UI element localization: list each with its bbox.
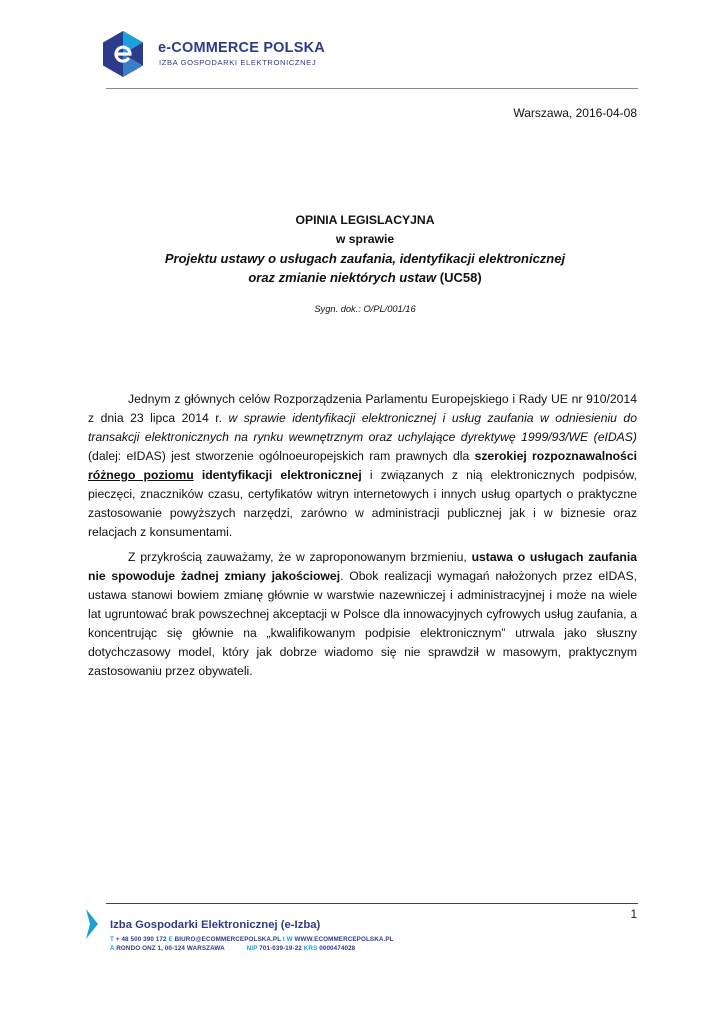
page-number: 1 [630, 909, 637, 921]
phone-number: + 48 500 390 172 [115, 936, 167, 943]
p1-text-3: i związanych z nią elektronicznych podpisów, pieczęci, znaczników czasu, certyfikatów witryn internetowych i innych usług opartych o praktyczne zastosowanie powyższych narzędzi, zarówno w administracji publicznej jak i w biznesie oraz relacjach z konsumentami. [88, 468, 637, 539]
website-label: I W [282, 936, 293, 943]
email-link[interactable]: BIURO@ECOMMERCEPOLSKA.PL [174, 936, 282, 943]
p1-bold-1: szerokiej rozpoznawalności [474, 449, 637, 463]
document-date: Warszawa, 2016-04-08 [513, 106, 637, 120]
p2-bold: ustawa o usługach zaufania nie spowoduje żadnej zmiany jakościowej [88, 550, 637, 583]
header-divider [106, 88, 638, 89]
footer-contact-line [110, 936, 394, 943]
brand-subtitle: IZBA GOSPODARKI ELEKTRONICZNEJ [159, 58, 317, 67]
e-commerce-polska-logo-icon [103, 31, 143, 77]
p1-regulation-title: w sprawie identyfikacji elektronicznej i usług zaufania w odniesieniu do transakcji elektronicznych na rynku wewnętrznym oraz uchylające dyrektywę 1999/93/WE (eIDAS) [88, 411, 637, 444]
brand-name: e-COMMERCE POLSKA [158, 40, 325, 56]
title-line-4 [60, 268, 670, 287]
p1-bold-underline: różnego poziomu [88, 468, 194, 482]
p2-text-2: . Obok realizacji wymagań nałożonych przez eIDAS, ustawa stanowi bowiem zmianę głównie w warstwie nazewniczej i administracyjnej i może na wiele lat ugruntować brak powszechnej akceptacji w Polsce dla innowacyjnych cyfrowych usług zaufania, a koncentrując się głównie na „kwalifikowanym podpisie elektronicznym” utrwala jako słuszny dotychczasowy model, który jak dobrze wiadomo się nie sprawdził w masowym, praktycznym zastosowaniu przez obywateli. [88, 569, 637, 678]
footer-divider [106, 903, 638, 904]
nip-number: 701-039-19-22 [259, 945, 302, 952]
document-title [60, 211, 670, 287]
title-line-3: Projektu ustawy o usługach zaufania, identyfikacji elektronicznej [164, 251, 566, 266]
website-link[interactable]: WWW.ECOMMERCEPOLSKA.PL [294, 936, 394, 943]
footer-address-line [110, 945, 355, 952]
p1-text-1: Jednym z głównych celów Rozporządzenia Parlamentu Europejskiego i Rady UE nr 910/2014 z dnia 23 lipca 2014 r. [88, 392, 637, 425]
p1-bold-2: identyfikacji elektronicznej [193, 468, 362, 482]
title-line-4-suffix: (UC58) [439, 270, 482, 285]
phone-label: T [110, 936, 114, 943]
p2-text-1: Z przykrością zauważamy, że w zaproponowanym brzmieniu, [128, 550, 472, 564]
krs-number: 0000474028 [319, 945, 356, 952]
krs-label: KRS [303, 945, 318, 952]
paragraph-1 [88, 390, 637, 542]
title-line-1: OPINIA LEGISLACYJNA [295, 213, 435, 227]
nip-label: NIP [246, 945, 258, 952]
title-line-2: w sprawie [335, 232, 395, 246]
title-line-4-text: oraz zmianie niektórych ustaw [248, 270, 437, 285]
p1-text-2: (dalej: eIDAS) jest stworzenie ogólnoeuropejskich ram prawnych dla [88, 449, 475, 463]
footer-org-name: Izba Gospodarki Elektronicznej (e-Izba) [110, 919, 321, 931]
address-label: A [110, 945, 115, 952]
address: RONDO ONZ 1, 00-124 WARSZAWA [116, 945, 225, 952]
document-signature: Sygn. dok.: O/PL/001/16 [314, 304, 416, 314]
paragraph-2 [88, 548, 637, 681]
email-label: E [168, 936, 173, 943]
footer-logo-icon [86, 909, 98, 939]
